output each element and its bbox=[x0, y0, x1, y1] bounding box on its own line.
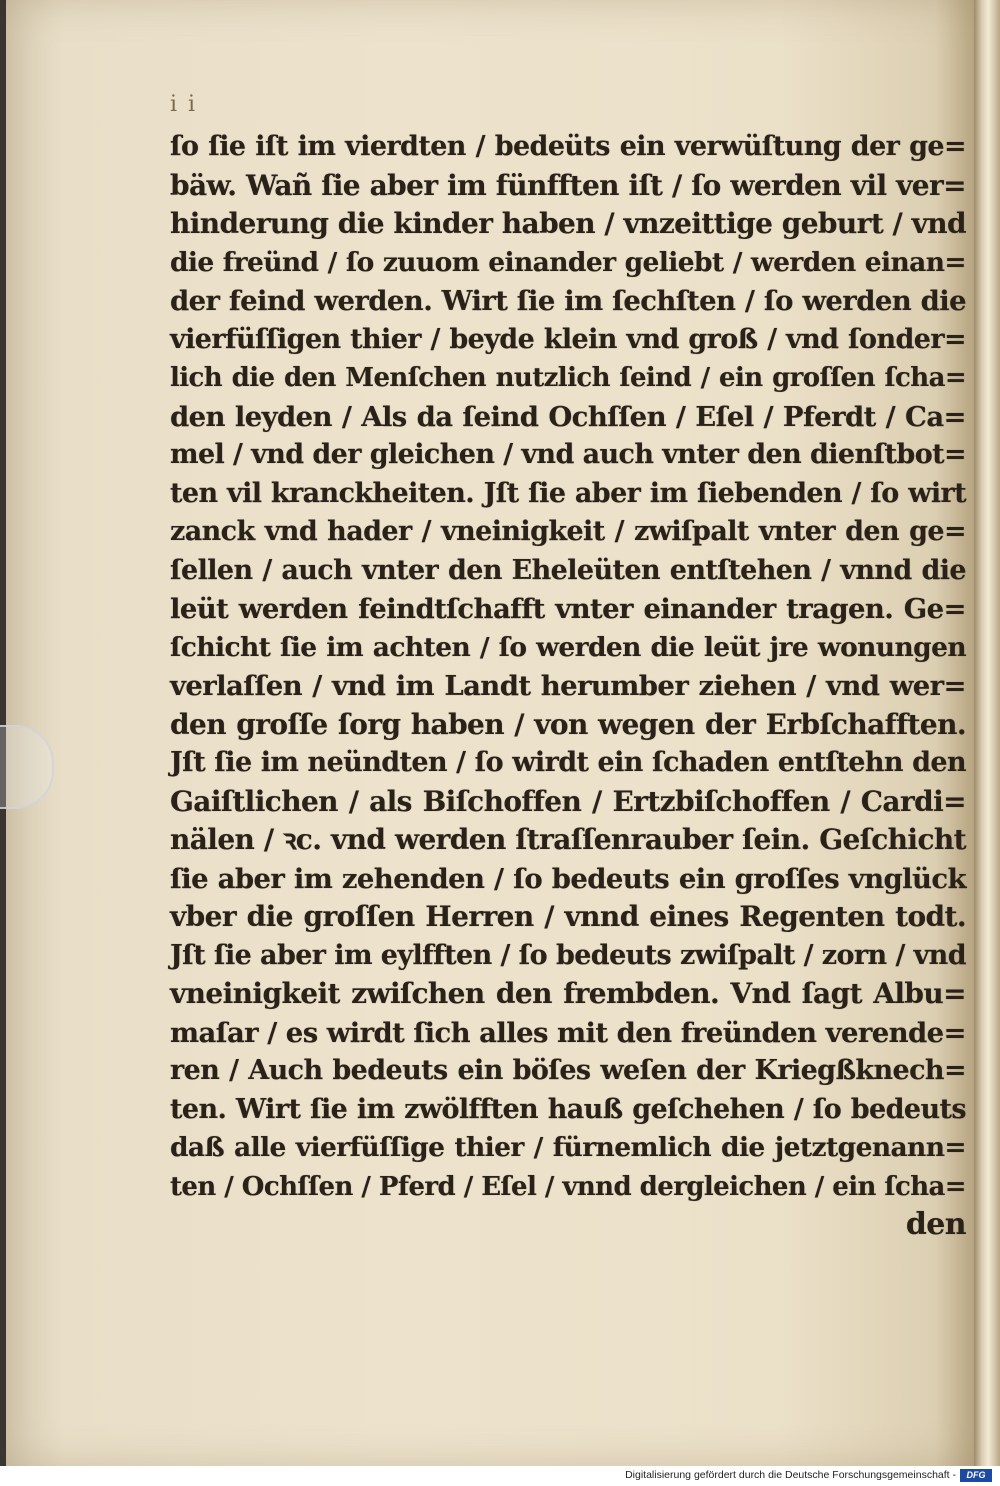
text-line: ren / Auch bedeuts ein böſes weſen der Kriegßknech= bbox=[170, 1055, 966, 1086]
text-line: lich die den Menſchen nutzlich ſeind / ein groſſen ſcha= bbox=[170, 363, 966, 393]
text-line: ſellen / auch vnter den Eheleüten entſtehen / vnnd die bbox=[170, 554, 966, 586]
text-line: verlaſſen / vnd im Landt herumber ziehen / vnd wer= bbox=[170, 670, 966, 702]
text-line: vierfüſſigen thier / beyde klein vnd groß / vnd ſonder= bbox=[170, 323, 966, 355]
text-line: leüt werden feindtſchafft vnter einander tragen. Ge= bbox=[170, 593, 966, 625]
catchword: den bbox=[905, 1207, 966, 1242]
dfg-logo: DFG bbox=[960, 1469, 992, 1482]
text-line: ten vil kranckheiten. Jſt ſie aber im ſiebenden / ſo wirt bbox=[170, 477, 966, 509]
text-line: vber die groſſen Herren / vnnd eines Regenten todt. bbox=[170, 900, 966, 933]
text-line: ſie aber im zehenden / ſo bedeuts ein groſſes vnglück bbox=[170, 862, 966, 895]
page-edge bbox=[974, 0, 1000, 1466]
text-line: daß alle vierfüſſige thier / fürnemlich die jetztgenann= bbox=[170, 1132, 966, 1163]
text-line: mel / vnd der gleichen / vnd auch vnter den dienſtbot= bbox=[170, 439, 966, 470]
text-line: Gaiſtlichen / als Biſchoffen / Ertzbiſchoffen / Cardi= bbox=[170, 784, 966, 818]
text-line: der feind werden. Wirt ſie im ſechſten / ſo werden die bbox=[170, 285, 966, 317]
text-line: Jſt ſie im neündten / ſo wirdt ein ſchaden entſtehn den bbox=[170, 747, 966, 778]
text-line: hinderung die kinder haben / vnzeittige geburt / vnd bbox=[170, 207, 966, 240]
text-line: nälen / ꝛc. vnd werden ſtraſſenrauber ſein. Geſchicht bbox=[170, 823, 966, 856]
text-line: den leyden / Als da ſeind Ochſſen / Eſel / Pferdt / Ca= bbox=[170, 400, 966, 433]
text-line: Jſt ſie aber im eylfften / ſo bedeuts zwiſpalt / zorn / vnd bbox=[170, 939, 966, 971]
corner-mark: i i bbox=[170, 92, 198, 117]
text-line: ſchicht ſie im achten / ſo werden die leüt jre wonungen bbox=[170, 631, 966, 663]
text-line: bäw. Wañ ſie aber im fünfften iſt / ſo werden vil ver= bbox=[170, 168, 966, 202]
text-line: den groſſe ſorg haben / von wegen der Erbſchafften. bbox=[170, 707, 966, 741]
text-line: ſo ſie iſt im vierdten / bedeüts ein verwüſtung der ge= bbox=[170, 131, 966, 162]
body-text bbox=[170, 128, 966, 1245]
text-line: zanck vnd hader / vneinigkeit / zwiſpalt vnter den ge= bbox=[170, 516, 966, 547]
text-line: maſar / es wirdt ſich alles mit den freünden verende= bbox=[170, 1016, 966, 1049]
text-line: ten. Wirt ſie im zwölfften hauß geſchehen / ſo bedeuts bbox=[170, 1093, 966, 1125]
footer-bar bbox=[0, 1466, 1000, 1486]
text-line: die freünd / ſo zuuom einander geliebt / werden einan= bbox=[170, 246, 966, 278]
text-line: vneinigkeit zwiſchen den frembden. Vnd ſagt Albu= bbox=[170, 977, 966, 1010]
text-line: ten / Ochſſen / Pferd / Eſel / vnnd dergleichen / ein ſcha= bbox=[170, 1171, 966, 1202]
funding-credit: Digitalisierung gefördert durch die Deutsche Forschungsgemeinschaft - bbox=[625, 1469, 956, 1481]
